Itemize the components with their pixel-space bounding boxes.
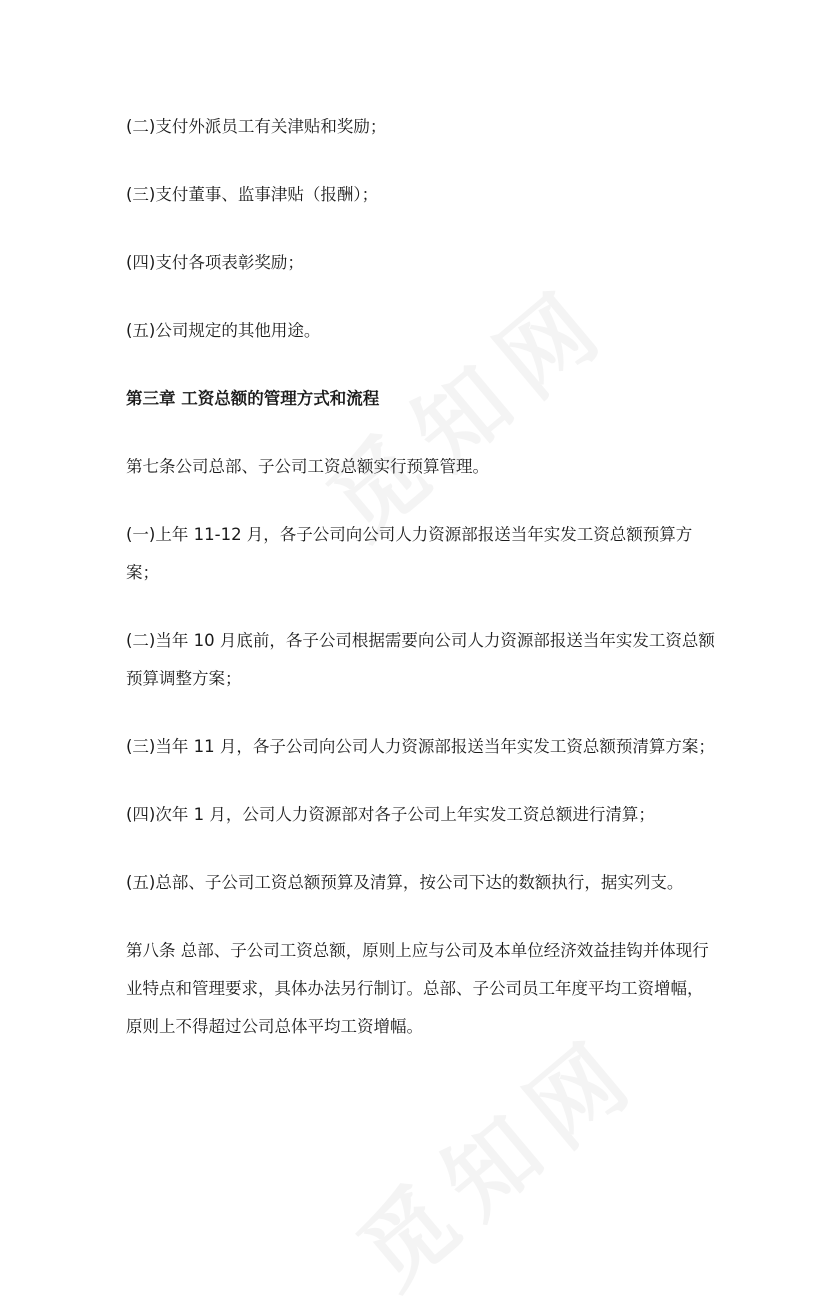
article-7-item-1: (一)上年 11-12 月，各子公司向公司人力资源部报送当年实发工资总额预算方案； — [126, 525, 693, 582]
document-body — [126, 108, 716, 1046]
paragraph-item-5: (五)公司规定的其他用途。 — [126, 321, 321, 340]
paragraph-item-3: (三)支付董事、监事津贴（报酬）； — [126, 185, 379, 204]
watermark-logo-bottom — [326, 999, 664, 1312]
article-7-item-3: (三)当年 11 月，各子公司向公司人力资源部报送当年实发工资总额预清算方案； — [126, 737, 715, 756]
chapter-heading: 第三章 工资总额的管理方式和流程 — [126, 389, 380, 408]
paragraph-item-4: (四)支付各项表彰奖励； — [126, 253, 304, 272]
article-7-item-4: (四)次年 1 月，公司人力资源部对各子公司上年实发工资总额进行清算； — [126, 805, 655, 824]
watermark-text-bottom — [339, 1015, 661, 1309]
article-7-item-2: (二)当年 10 月底前，各子公司根据需要向公司人力资源部报送当年实发工资总额预算调整方案； — [126, 631, 715, 688]
article-7: 第七条公司总部、子公司工资总额实行预算管理。 — [126, 457, 489, 476]
article-8: 第八条 总部、子公司工资总额，原则上应与公司及本单位经济效益挂钩并体现行业特点和管理要求，具体办法另行制订。总部、子公司员工年度平均工资增幅，原则上不得超过公司总体平均工资增幅。 — [126, 941, 709, 1036]
article-7-item-5: (五)总部、子公司工资总额预算及清算，按公司下达的数额执行，据实列支。 — [126, 873, 684, 892]
paragraph-item-2: (二)支付外派员工有关津贴和奖励； — [126, 117, 387, 136]
